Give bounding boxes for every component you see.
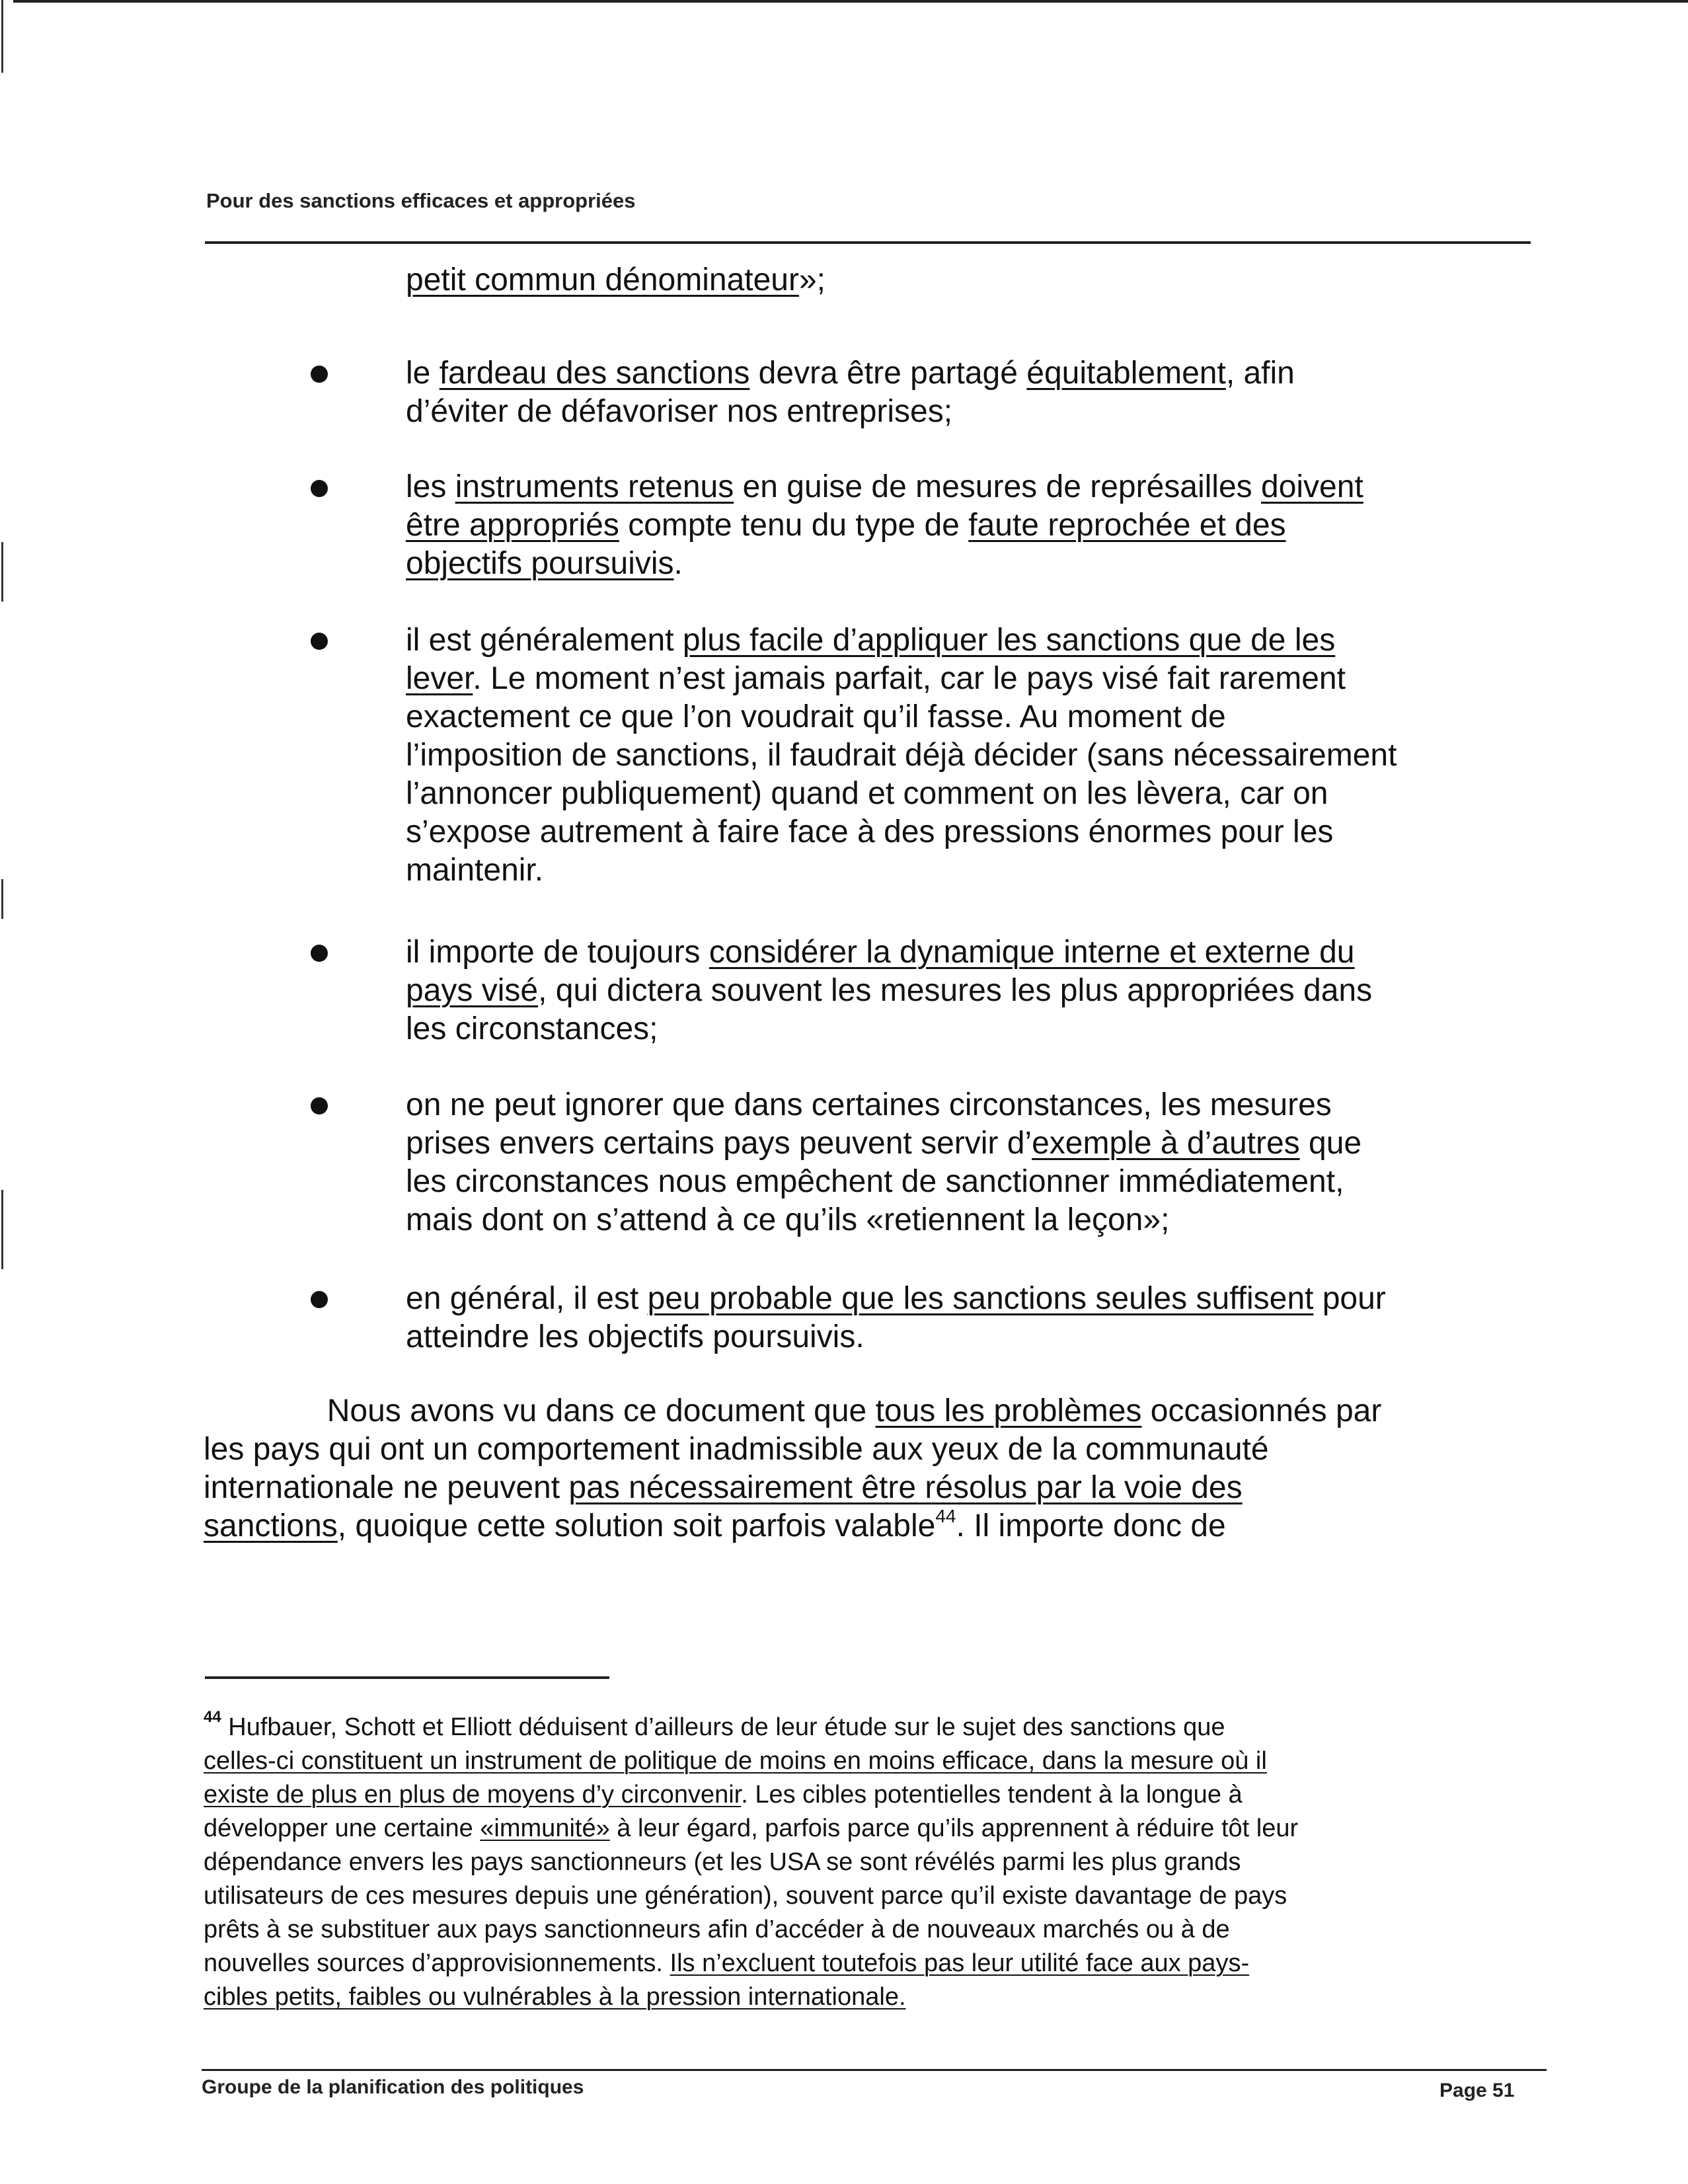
bullet-marker [311, 1097, 328, 1114]
bullet-marker [311, 480, 328, 497]
footnote-ref: 44 [204, 1708, 221, 1727]
underlined-phrase: peu probable que les sanctions seules suffisent [647, 1281, 1314, 1316]
underlined-phrase: équitablement [1026, 356, 1226, 391]
underlined-phrase: fardeau des sanctions [439, 356, 750, 391]
underlined-phrase: doivent [1261, 469, 1363, 504]
footer-organization: Groupe de la planification des politiques [202, 2076, 584, 2098]
underlined-phrase: faute reprochée et des [968, 508, 1286, 543]
footnote-separator [205, 1676, 609, 1679]
page-number: Page 51 [1439, 2080, 1515, 2101]
underlined-phrase: tous les problèmes [875, 1393, 1142, 1428]
underlined-phrase: cibles petits, faibles ou vulnérables à la pression internationale. [204, 1983, 906, 2011]
bullet-item-5: on ne peut ignorer que dans certaines circonstances, les mesures prises envers certains pays peuvent servir d’exemple à d’autres que les circonstances nous empêchent de sanctionner immédiatement, mais dont on s’attend à ce qu’ils «retiennent la leçon»; [406, 1087, 1362, 1237]
underlined-phrase: objectifs poursuivis [406, 546, 674, 581]
underlined-phrase: pas nécessairement être résolus par la voie des [568, 1470, 1243, 1505]
underlined-phrase: plus facile d’appliquer les sanctions que de les [682, 623, 1336, 658]
bullet-marker [311, 945, 328, 962]
header-rule [205, 241, 1531, 244]
bullet-marker [311, 366, 328, 383]
underlined-phrase: pays visé [406, 973, 539, 1008]
underlined-phrase: petit commun dénominateur [406, 262, 799, 297]
underlined-phrase: instruments retenus [455, 469, 734, 504]
footnote-44: $^{44}$ Hufbauer, Schott et Elliott déduisent d’ailleurs de leur étude sur le sujet des sanctions que celles-ci constituent un instrument de politique de moins en moins efficace, dans la mesure où il existe de plus en plus de moyens d’y circonvenir. Les cibles potentielles tendent à la longue à développer une certaine «immunité» à leur égard, parfois parce qu’ils apprennent à réduire tôt leur dépendance envers les pays sanctionneurs (et les USA se sont révélés parmi les plus grands utilisateurs de ces mesures depuis une génération), souvent parce qu’il existe davantage de pays prêts à se substituer aux pays sanctionneurs afin d’accéder à de nouveaux marchés ou à de nouvelles sources d’approvisionnements. Ils n’excluent toutefois pas leur utilité face aux pays- cibles petits, faibles ou vulnérables à la pression internationale. [204, 1708, 1299, 2011]
footer-rule [202, 2069, 1547, 2071]
scan-margin-mark [1, 542, 3, 602]
scan-margin-mark [1, 0, 3, 73]
underlined-phrase: exemple à d’autres [1032, 1126, 1300, 1161]
footnote-ref: 44 [935, 1506, 956, 1526]
underlined-phrase: «immunité» [480, 1814, 610, 1842]
bullet-marker [311, 633, 328, 650]
bullet-marker [311, 1291, 328, 1308]
bullet-item-1: le fardeau des sanctions devra être partagé équitablement, afin d’éviter de défavoriser nos entreprises; [406, 356, 1295, 429]
bullet-item-6: en général, il est peu probable que les sanctions seules suffisent pour atteindre les objectifs poursuivis. [406, 1281, 1386, 1354]
bullet-item-2: les instruments retenus en guise de mesures de représailles doivent être appropriés compte tenu du type de faute reprochée et des objectifs poursuivis. [406, 469, 1363, 581]
running-header-title: Pour des sanctions efficaces et appropriées [206, 189, 636, 212]
underlined-phrase: lever [406, 661, 473, 696]
top-border-rule [13, 0, 1688, 3]
bullet-item-3: il est généralement plus facile d’appliquer les sanctions que de les lever. Le moment n’est jamais parfait, car le pays visé fait rarement exactement ce que l’on voudrait qu’il fasse. Au moment de l’imposition de sanctions, il faudrait déjà décider (sans nécessairement l’annoncer publiquement) quand et comment on les lèvera, car on s’expose autrement à faire face à des pressions énormes pour les maintenir. [406, 623, 1397, 888]
underlined-phrase: considérer la dynamique interne et externe du [709, 935, 1355, 970]
underlined-phrase: celles-ci constituent un instrument de politique de moins en moins efficace, dans la mesure où il [204, 1747, 1267, 1775]
scan-margin-mark [1, 1190, 3, 1269]
underlined-phrase: être appropriés [406, 508, 619, 543]
continuation-line: petit commun dénominateur»; [406, 262, 826, 297]
underlined-phrase: existe de plus en plus de moyens d’y circonvenir [204, 1781, 742, 1809]
scan-margin-mark [1, 879, 3, 919]
underlined-phrase: Ils n’excluent toutefois pas leur utilité face aux pays- [670, 1949, 1250, 1977]
body-paragraph: Nous avons vu dans ce document que tous les problèmes occasionnés par les pays qui ont un comportement inadmissible aux yeux de la communauté internationale ne peuvent pas nécessairement être résolus par la voie des sanctions, quoique cette solution soit parfois valable$^{44}$. Il importe donc de [204, 1393, 1382, 1543]
underlined-phrase: sanctions [204, 1508, 338, 1543]
bullet-item-4: il importe de toujours considérer la dynamique interne et externe du pays visé, qui dictera souvent les mesures les plus appropriées dans les circonstances; [406, 935, 1373, 1046]
